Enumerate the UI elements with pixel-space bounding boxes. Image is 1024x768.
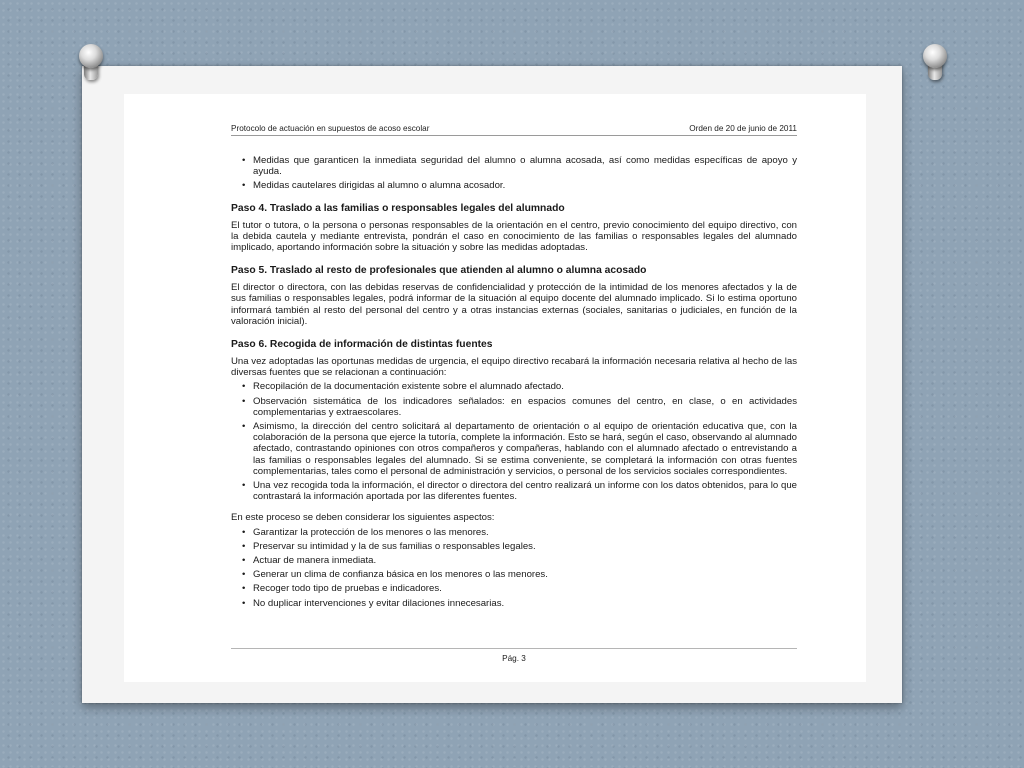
list-item: • Recopilación de la documentación existente sobre el alumnado afectado. (231, 381, 797, 392)
list-item: • No duplicar intervenciones y evitar dilaciones innecesarias. (231, 598, 797, 609)
header-date: Orden de 20 de junio de 2011 (689, 124, 797, 133)
pushpin-icon (74, 44, 108, 84)
section-heading-paso5: Paso 5. Traslado al resto de profesionales que atienden al alumno o alumna acosado (231, 265, 647, 277)
list-item: • Una vez recogida toda la información, el director o directora del centro realizará un informe con los datos obtenidos, para lo que contrastará la información aportada por las diferentes fuentes. (231, 480, 797, 502)
section-heading-paso6: Paso 6. Recogida de información de distintas fuentes (231, 339, 493, 351)
aspects-bullet-list (231, 527, 797, 609)
section-paragraph-paso4: El tutor o tutora, o la persona o personas responsables de la orientación en el centro, previo conocimiento del equipo directivo, con la debida cautela y mediante entrevista, pondrán el caso en conocimiento de las familias o responsables legales del alumnado implicado, aportando información sobre la situación y sobre las medidas adoptadas. (231, 219, 797, 254)
list-item: • Medidas cautelares dirigidas al alumno o alumna acosador. (231, 180, 797, 191)
page-footer (231, 648, 797, 663)
section-paragraph-paso6: Una vez adoptadas las oportunas medidas de urgencia, el equipo directivo recabará la información necesaria relativa al hecho de las diversas fuentes que se relacionan a continuación: (231, 356, 797, 379)
header-title: Protocolo de actuación en supuestos de acoso escolar (231, 124, 430, 133)
section-heading-paso4: Paso 4. Traslado a las familias o responsables legales del alumnado (231, 202, 565, 214)
list-item: • Asimismo, la dirección del centro solicitará al departamento de orientación o al equipo de orientación educativa que, con la colaboración de la persona que ejerce la tutoría, complete la información. Esto se hará, según el caso, observando al alumnado afectado, contrastando opiniones con otros compañeros y compañeras, hablando con el alumnado afectado o entrevistando a las familias o responsables legales del alumnado. Si se estima conveniente, se completará la información con otras fuentes complementarias, tales como el personal de administración y servicios, o personal de los servicios sociales correspondientes. (231, 421, 797, 477)
section-paragraph-paso5: El director o directora, con las debidas reservas de confidencialidad y protección de la intimidad de los menores afectados y la de sus familias o responsables legales, podrá informar de la situación al equipo docente del alumnado implicado. Si lo estima oportuno informará también al resto del personal del centro y a otras instancias externas (sociales, sanitarias o judiciales, en función de la valoración inicial). (231, 282, 797, 327)
page-header (231, 124, 797, 136)
list-item: • Garantizar la protección de los menores o las menores. (231, 527, 797, 538)
list-item: • Actuar de manera inmediata. (231, 555, 797, 566)
intro-bullet-list (231, 155, 797, 192)
document-page (124, 94, 866, 682)
document-body (231, 124, 797, 612)
list-item: • Generar un clima de confianza básica en los menores o las menores. (231, 569, 797, 580)
list-item: • Preservar su intimidad y la de sus familias o responsables legales. (231, 541, 797, 552)
list-item: • Observación sistemática de los indicadores señalados: en espacios comunes del centro, en clase, o en actividades complementarias y extraescolares. (231, 396, 797, 418)
page-number: Pág. 3 (502, 654, 526, 663)
paso6-bullet-list (231, 381, 797, 502)
aspects-intro: En este proceso se deben considerar los siguientes aspectos: (231, 512, 495, 524)
list-item: • Medidas que garanticen la inmediata seguridad del alumno o alumna acosada, así como medidas específicas de apoyo y ayuda. (231, 155, 797, 177)
pushpin-icon (918, 44, 952, 84)
list-item: • Recoger todo tipo de pruebas e indicadores. (231, 583, 797, 594)
